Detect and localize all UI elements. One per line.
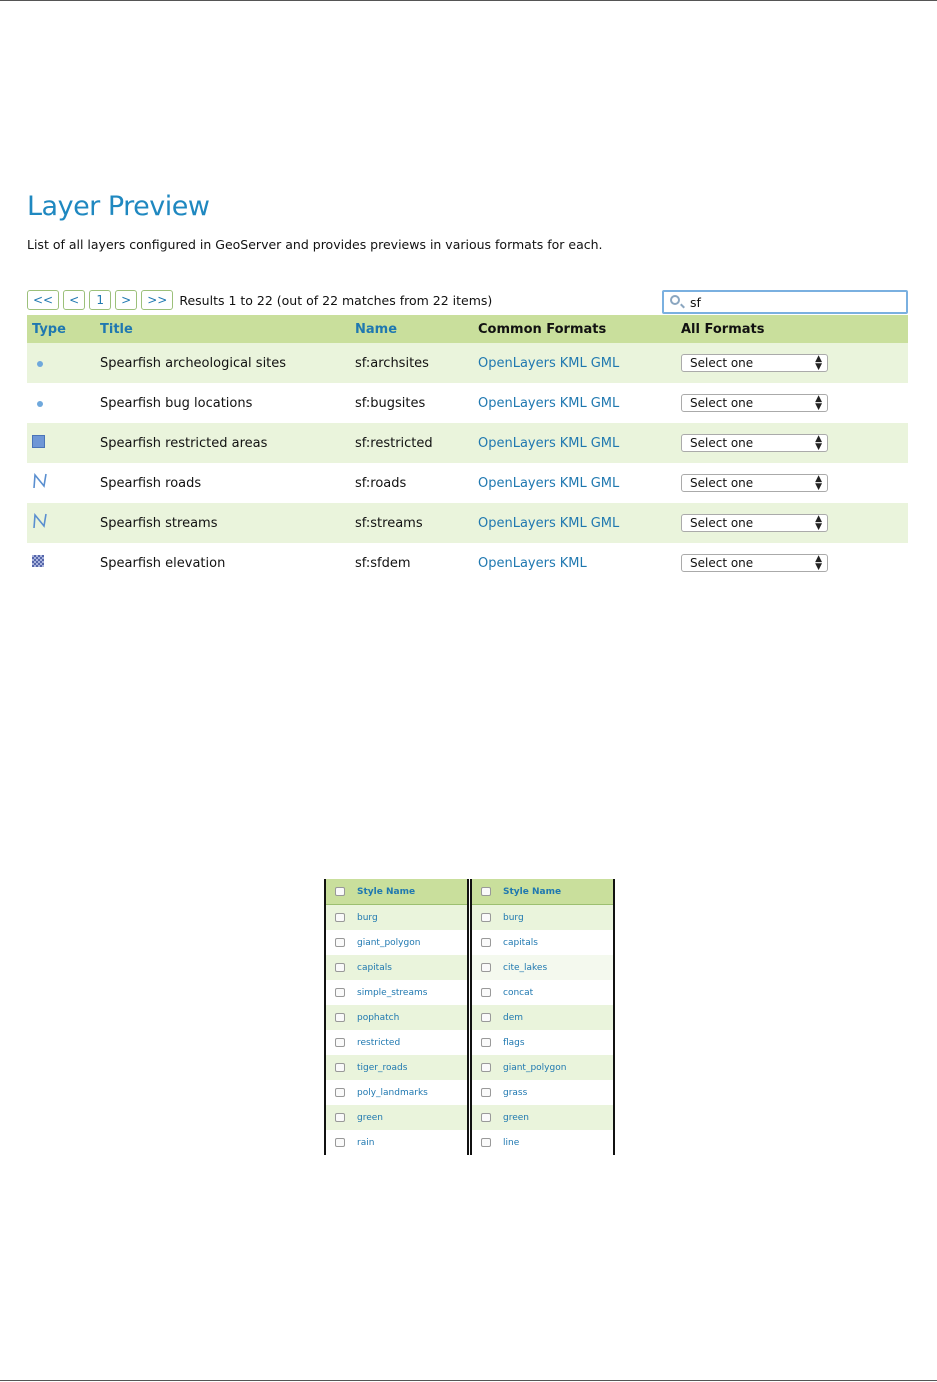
format-link[interactable]: OpenLayers	[478, 395, 556, 411]
all-formats-select[interactable]	[681, 474, 828, 492]
search-icon	[670, 295, 680, 305]
style-checkbox[interactable]	[481, 938, 491, 947]
style-row	[326, 1055, 467, 1080]
header-type[interactable]: Type	[27, 315, 100, 343]
table-header-row	[27, 315, 908, 343]
style-link[interactable]: burg	[357, 912, 378, 923]
style-row	[472, 1130, 613, 1155]
common-formats	[478, 383, 681, 423]
common-formats	[478, 343, 681, 383]
layer-title: Spearfish elevation	[100, 555, 226, 571]
select-arrows-icon: ▲ ▼	[815, 354, 822, 372]
style-link[interactable]: rain	[357, 1137, 375, 1148]
format-link[interactable]: OpenLayers	[478, 555, 556, 571]
format-link[interactable]: GML	[590, 475, 620, 491]
style-link[interactable]: green	[357, 1112, 383, 1123]
style-link[interactable]: line	[503, 1137, 520, 1148]
results-summary: Results 1 to 22 (out of 22 matches from 22 items)	[179, 292, 493, 308]
layer-title: Spearfish streams	[100, 503, 355, 543]
line-icon	[32, 518, 48, 533]
format-link[interactable]: GML	[590, 435, 620, 451]
style-row	[326, 1130, 467, 1155]
page-1-button[interactable]: 1	[89, 290, 111, 310]
all-formats-select[interactable]	[681, 394, 828, 412]
all-formats-select[interactable]	[681, 514, 828, 532]
style-row	[472, 955, 613, 980]
style-link[interactable]: restricted	[357, 1037, 401, 1048]
bottom-rule	[0, 1380, 937, 1381]
line-icon	[32, 478, 48, 493]
style-checkbox[interactable]	[481, 963, 491, 972]
select-all-checkbox[interactable]	[335, 887, 345, 896]
common-formats	[478, 423, 681, 463]
layer-title: Spearfish archeological sites	[100, 343, 355, 383]
style-link[interactable]: giant_polygon	[357, 937, 421, 948]
common-formats	[478, 543, 681, 583]
page-title: Layer Preview	[27, 191, 210, 222]
style-link[interactable]: concat	[503, 987, 534, 998]
style-row	[326, 905, 467, 930]
style-link[interactable]: grass	[503, 1087, 528, 1098]
search-value: sf	[690, 295, 701, 310]
style-checkbox[interactable]	[335, 1088, 345, 1097]
style-checkbox[interactable]	[335, 913, 345, 922]
polygon-icon	[32, 437, 45, 452]
style-row	[326, 1105, 467, 1130]
style-link[interactable]: cite_lakes	[503, 962, 548, 973]
style-row	[326, 955, 467, 980]
style-checkbox[interactable]	[481, 1013, 491, 1022]
style-row	[326, 1030, 467, 1055]
style-row	[472, 930, 613, 955]
style-row	[326, 1080, 467, 1105]
select-value: Select one	[690, 476, 754, 490]
style-checkbox[interactable]	[335, 988, 345, 997]
common-formats	[478, 463, 681, 503]
style-header-row	[326, 879, 467, 905]
style-link[interactable]: giant_polygon	[503, 1062, 567, 1073]
first-page-button[interactable]: <<	[27, 290, 59, 310]
next-page-button[interactable]: >	[115, 290, 137, 310]
select-arrows-icon: ▲ ▼	[815, 514, 822, 532]
style-lists-figure	[324, 879, 618, 1155]
point-icon	[32, 356, 43, 371]
style-row	[472, 1055, 613, 1080]
select-all-checkbox[interactable]	[481, 887, 491, 896]
style-checkbox[interactable]	[335, 938, 345, 947]
format-link[interactable]: OpenLayers	[478, 475, 556, 491]
search-input[interactable]	[662, 290, 908, 314]
top-rule	[0, 0, 937, 1]
style-link[interactable]: capitals	[357, 962, 392, 973]
style-checkbox[interactable]	[481, 1088, 491, 1097]
layer-name: sf:archsites	[355, 343, 478, 383]
select-value: Select one	[690, 356, 754, 370]
style-checkbox[interactable]	[335, 963, 345, 972]
style-header-row	[472, 879, 613, 905]
style-row	[472, 1005, 613, 1030]
format-link[interactable]: OpenLayers	[478, 355, 556, 371]
pager	[27, 289, 492, 311]
style-checkbox[interactable]	[481, 988, 491, 997]
header-name[interactable]: Name	[355, 315, 478, 343]
raster-icon	[32, 556, 44, 571]
select-value: Select one	[690, 396, 754, 410]
format-link[interactable]: GML	[590, 395, 620, 411]
style-checkbox[interactable]	[481, 1063, 491, 1072]
format-link[interactable]: GML	[590, 355, 620, 371]
style-checkbox[interactable]	[335, 1038, 345, 1047]
format-link[interactable]: KML	[559, 555, 587, 571]
style-link[interactable]: burg	[503, 912, 524, 923]
layer-name: sf:sfdem	[355, 555, 411, 571]
style-row	[472, 980, 613, 1005]
format-link[interactable]: OpenLayers	[478, 515, 556, 531]
style-name-header[interactable]: Style Name	[503, 886, 562, 897]
table-row	[27, 503, 908, 543]
style-row	[472, 1080, 613, 1105]
select-arrows-icon: ▲ ▼	[815, 394, 822, 412]
style-row	[326, 930, 467, 955]
style-row	[472, 1030, 613, 1055]
style-checkbox[interactable]	[335, 1063, 345, 1072]
style-name-header[interactable]: Style Name	[357, 886, 416, 897]
style-checkbox[interactable]	[335, 1138, 345, 1147]
header-title[interactable]: Title	[100, 315, 355, 343]
style-link[interactable]: tiger_roads	[357, 1062, 408, 1073]
last-page-button[interactable]: >>	[141, 290, 173, 310]
header-common-formats: Common Formats	[478, 315, 681, 343]
table-row	[27, 343, 908, 383]
layer-name: sf:roads	[355, 475, 407, 491]
style-link[interactable]: simple_streams	[357, 987, 428, 998]
style-row	[472, 905, 613, 930]
style-link[interactable]: poly_landmarks	[357, 1087, 428, 1098]
style-row	[472, 1105, 613, 1130]
style-link[interactable]: flags	[503, 1037, 525, 1048]
select-value: Select one	[690, 556, 754, 570]
style-list-right	[470, 879, 615, 1155]
style-checkbox[interactable]	[481, 1113, 491, 1122]
layer-title: Spearfish roads	[100, 475, 202, 491]
layer-table	[27, 315, 908, 583]
all-formats-select[interactable]	[681, 554, 828, 572]
style-row	[326, 1005, 467, 1030]
table-row	[27, 463, 908, 503]
style-link[interactable]: capitals	[503, 937, 538, 948]
style-checkbox[interactable]	[481, 1038, 491, 1047]
format-link[interactable]: KML	[559, 395, 587, 411]
style-checkbox[interactable]	[481, 1138, 491, 1147]
table-row	[27, 423, 908, 463]
layer-title: Spearfish restricted areas	[100, 423, 355, 463]
select-value: Select one	[690, 516, 754, 530]
table-row	[27, 383, 908, 423]
style-checkbox[interactable]	[335, 1013, 345, 1022]
page-description: List of all layers configured in GeoServer and provides previews in various formats for each.	[27, 237, 603, 252]
style-checkbox[interactable]	[335, 1113, 345, 1122]
select-arrows-icon: ▲ ▼	[815, 554, 822, 572]
prev-page-button[interactable]: <	[63, 290, 85, 310]
format-link[interactable]: KML	[559, 435, 587, 451]
layer-title: Spearfish bug locations	[100, 395, 253, 411]
all-formats-select[interactable]	[681, 354, 828, 372]
table-row	[27, 543, 908, 583]
layer-name: sf:bugsites	[355, 395, 426, 411]
layer-name: sf:restricted	[355, 423, 478, 463]
format-link[interactable]: OpenLayers	[478, 435, 556, 451]
layer-name: sf:streams	[355, 503, 478, 543]
style-link[interactable]: pophatch	[357, 1012, 400, 1023]
select-arrows-icon: ▲ ▼	[815, 434, 822, 452]
common-formats	[478, 503, 681, 543]
style-link[interactable]: green	[503, 1112, 529, 1123]
select-arrows-icon: ▲ ▼	[815, 474, 822, 492]
format-link[interactable]: GML	[590, 515, 620, 531]
style-link[interactable]: dem	[503, 1012, 524, 1023]
format-link[interactable]: KML	[559, 355, 587, 371]
style-list-left	[324, 879, 469, 1155]
style-row	[326, 980, 467, 1005]
select-value: Select one	[690, 436, 754, 450]
point-icon	[32, 396, 43, 411]
all-formats-select[interactable]	[681, 434, 828, 452]
format-link[interactable]: KML	[559, 475, 587, 491]
header-all-formats: All Formats	[681, 315, 908, 343]
style-checkbox[interactable]	[481, 913, 491, 922]
format-link[interactable]: KML	[559, 515, 587, 531]
